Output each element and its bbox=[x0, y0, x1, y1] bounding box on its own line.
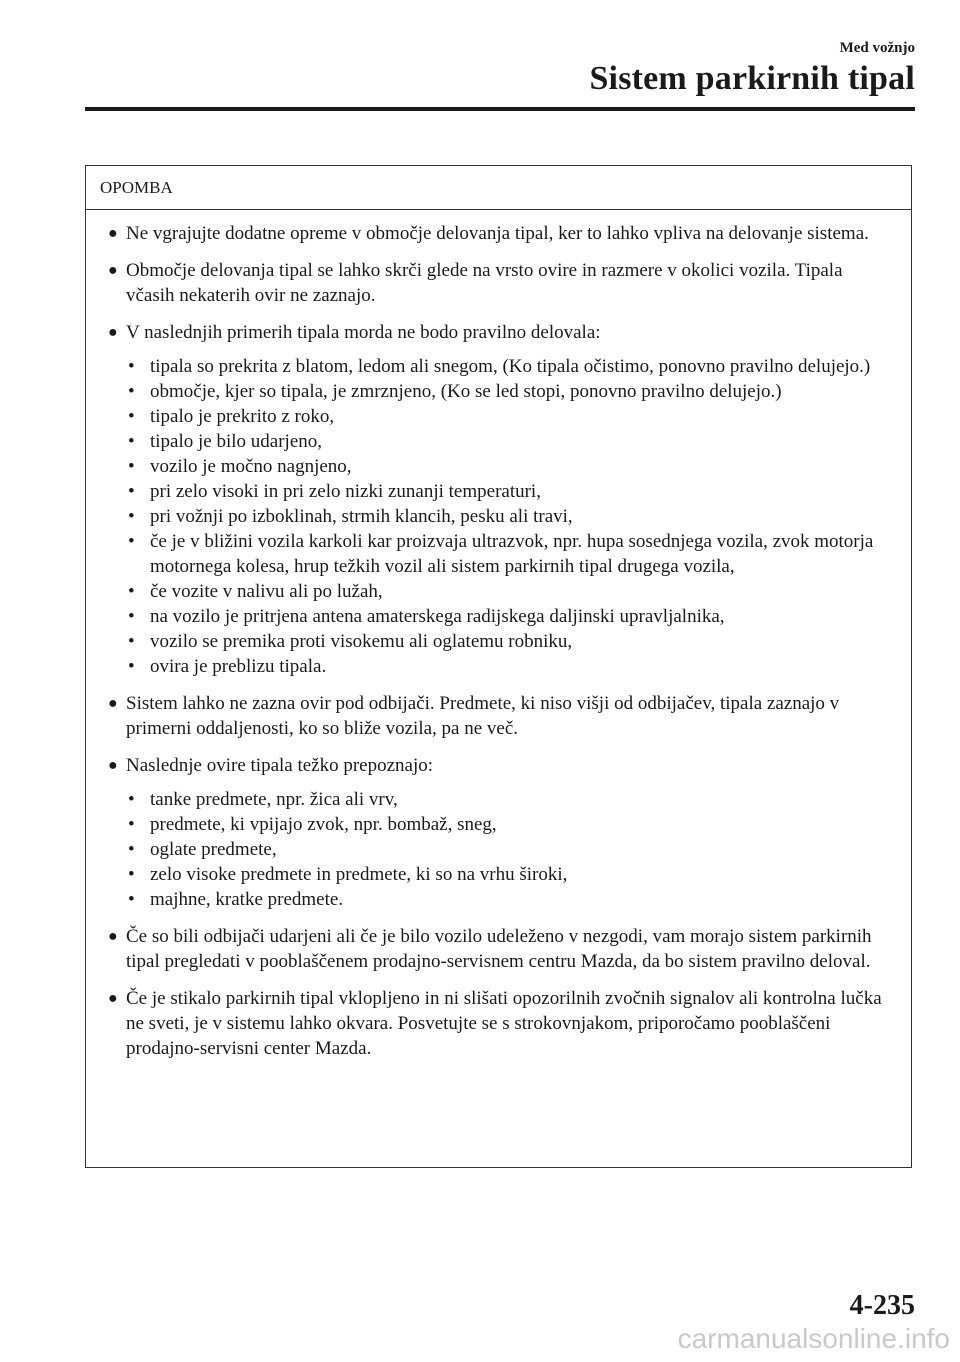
sub-bullet-icon: • bbox=[128, 839, 135, 860]
note-item-text: Ne vgrajujte dodatne opreme v območje delovanja tipal, ker to lahko vpliva na delovanje sistema. bbox=[126, 223, 869, 244]
note-item bbox=[102, 691, 895, 741]
sub-list-item bbox=[126, 787, 895, 812]
sub-list-item-text: območje, kjer so tipala, je zmrznjeno, (Ko se led stopi, ponovno pravilno delujejo.) bbox=[150, 381, 782, 402]
sub-list-item-text: predmete, ki vpijajo zvok, npr. bombaž, sneg, bbox=[150, 814, 497, 835]
sub-bullet-icon: • bbox=[128, 481, 135, 502]
sub-list-item bbox=[126, 604, 895, 629]
sub-list-item bbox=[126, 379, 895, 404]
sub-bullet-icon: • bbox=[128, 606, 135, 627]
note-item bbox=[102, 924, 895, 974]
note-item bbox=[102, 753, 895, 912]
sub-bullet-icon: • bbox=[128, 506, 135, 527]
sub-bullet-icon: • bbox=[128, 456, 135, 477]
sub-list-item bbox=[126, 529, 895, 579]
note-label: OPOMBA bbox=[86, 166, 911, 210]
sub-list-item-text: tanke predmete, npr. žica ali vrv, bbox=[150, 789, 398, 810]
sub-list bbox=[126, 787, 895, 912]
sub-list-item bbox=[126, 454, 895, 479]
sub-list-item-text: pri zelo visoki in pri zelo nizki zunanji temperaturi, bbox=[150, 481, 541, 502]
note-item bbox=[102, 221, 895, 246]
sub-list-item-text: na vozilo je pritrjena antena amaterskega radijskega daljinski upravljalnika, bbox=[150, 606, 725, 627]
sub-bullet-icon: • bbox=[128, 814, 135, 835]
sub-list-item-text: majhne, kratke predmete. bbox=[150, 889, 344, 910]
sub-list-item-text: vozilo se premika proti visokemu ali oglatemu robniku, bbox=[150, 631, 573, 652]
note-item-text: Sistem lahko ne zazna ovir pod odbijači. Predmete, ki niso višji od odbijačev, tipala zaznajo v primerni oddaljenosti, ko so bliže vozila, pa ne več. bbox=[126, 693, 840, 739]
sub-list-item bbox=[126, 862, 895, 887]
note-item-content bbox=[126, 691, 895, 741]
sub-list-item-text: vozilo je močno nagnjeno, bbox=[150, 456, 352, 477]
note-item-content bbox=[126, 258, 895, 308]
sub-bullet-icon: • bbox=[128, 789, 135, 810]
sub-bullet-icon: • bbox=[128, 431, 135, 452]
sub-list-item bbox=[126, 812, 895, 837]
sub-bullet-icon: • bbox=[128, 381, 135, 402]
note-item-content bbox=[126, 753, 895, 912]
note-item-content bbox=[126, 221, 895, 246]
bullet-icon: ● bbox=[108, 695, 118, 712]
sub-bullet-icon: • bbox=[128, 531, 135, 552]
sub-bullet-icon: • bbox=[128, 581, 135, 602]
note-item bbox=[102, 258, 895, 308]
bullet-icon: ● bbox=[108, 928, 118, 945]
note-item-content bbox=[126, 924, 895, 974]
sub-list-item-text: ovira je preblizu tipala. bbox=[150, 656, 327, 677]
sub-list-item bbox=[126, 654, 895, 679]
note-box bbox=[85, 165, 912, 1168]
note-item-text: Naslednje ovire tipala težko prepoznajo: bbox=[126, 755, 434, 776]
page-number: 4-235 bbox=[849, 1290, 915, 1321]
bullet-icon: ● bbox=[108, 757, 118, 774]
sub-list-item bbox=[126, 504, 895, 529]
sub-bullet-icon: • bbox=[128, 356, 135, 377]
note-item bbox=[102, 986, 895, 1061]
sub-list-item bbox=[126, 629, 895, 654]
watermark: carmanualsonline.info bbox=[677, 1323, 950, 1354]
sub-list-item bbox=[126, 579, 895, 604]
sub-bullet-icon: • bbox=[128, 656, 135, 677]
sub-list-item-text: tipalo je bilo udarjeno, bbox=[150, 431, 323, 452]
sub-list-item bbox=[126, 429, 895, 454]
page-title: Sistem parkirnih tipal bbox=[589, 60, 915, 97]
sub-bullet-icon: • bbox=[128, 864, 135, 885]
note-item-text: Območje delovanja tipal se lahko skrči glede na vrsto ovire in razmere v okolici vozila. Tipala včasih nekaterih ovir ne zaznajo. bbox=[126, 260, 843, 306]
sub-list-item-text: tipalo je prekrito z roko, bbox=[150, 406, 335, 427]
bullet-icon: ● bbox=[108, 324, 118, 341]
sub-list-item bbox=[126, 887, 895, 912]
sub-list-item-text: če je v bližini vozila karkoli kar proizvaja ultrazvok, npr. hupa sosednjega vozila, zvok motorja motornega kolesa, hrup težkih vozil ali sistem parkirnih tipal drugega vozila, bbox=[150, 531, 874, 577]
sub-bullet-icon: • bbox=[128, 631, 135, 652]
section-title: Med vožnjo bbox=[839, 40, 915, 56]
note-body bbox=[86, 210, 911, 1061]
header-divider bbox=[85, 107, 915, 111]
note-item-text: V naslednjih primerih tipala morda ne bodo pravilno delovala: bbox=[126, 322, 601, 343]
sub-bullet-icon: • bbox=[128, 889, 135, 910]
sub-list bbox=[126, 354, 895, 679]
sub-list-item-text: če vozite v nalivu ali po lužah, bbox=[150, 581, 383, 602]
bullet-icon: ● bbox=[108, 262, 118, 279]
sub-list-item bbox=[126, 404, 895, 429]
bullet-icon: ● bbox=[108, 225, 118, 242]
sub-list-item bbox=[126, 354, 895, 379]
sub-list-item-text: oglate predmete, bbox=[150, 839, 277, 860]
note-item-text: Če so bili odbijači udarjeni ali če je bilo vozilo udeleženo v nezgodi, vam morajo sistem parkirnih tipal pregledati v pooblaščenem prodajno-servisnem centru Mazda, da bo sistem pravilno deloval. bbox=[126, 926, 872, 972]
sub-list-item bbox=[126, 837, 895, 862]
sub-list-item bbox=[126, 479, 895, 504]
note-item bbox=[102, 320, 895, 679]
note-item-content bbox=[126, 986, 895, 1061]
sub-bullet-icon: • bbox=[128, 406, 135, 427]
note-item-text: Če je stikalo parkirnih tipal vklopljeno in ni slišati opozorilnih zvočnih signalov ali kontrolna lučka ne sveti, je v sistemu lahko okvara. Posvetujte se s strokovnjakom, priporočamo pooblaščeni prodajno-servisni center Mazda. bbox=[126, 988, 882, 1059]
sub-list-item-text: pri vožnji po izboklinah, strmih klancih, pesku ali travi, bbox=[150, 506, 573, 527]
bullet-icon: ● bbox=[108, 990, 118, 1007]
note-item-content bbox=[126, 320, 895, 679]
sub-list-item-text: tipala so prekrita z blatom, ledom ali snegom, (Ko tipala očistimo, ponovno pravilno delujejo.) bbox=[150, 356, 871, 377]
sub-list-item-text: zelo visoke predmete in predmete, ki so na vrhu široki, bbox=[150, 864, 568, 885]
